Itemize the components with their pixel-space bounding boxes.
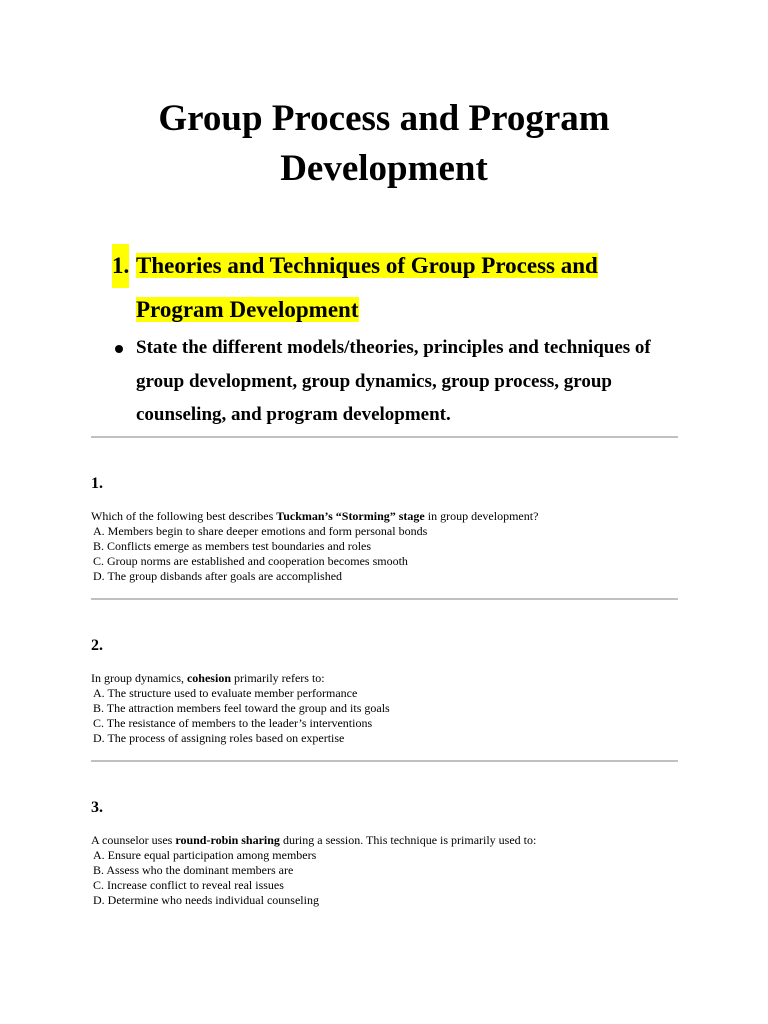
question-3-key-term: round-robin sharing <box>175 833 280 847</box>
question-2-number: 2. <box>91 637 103 654</box>
section-heading-line-1: Theories and Techniques of Group Process and <box>136 253 598 278</box>
section-number: 1. <box>112 244 129 288</box>
question-3-stem: A counselor uses round-robin sharing during a session. This technique is primarily used to: <box>91 833 537 847</box>
question-2-option-d: D. The process of assigning roles based on expertise <box>93 731 345 745</box>
question-1 <box>91 509 678 584</box>
question-3-number: 3. <box>91 799 103 816</box>
question-3-option-b: B. Assess who the dominant members are <box>93 863 294 877</box>
question-2-option-a: A. The structure used to evaluate member performance <box>93 686 358 700</box>
question-2-option-b: B. The attraction members feel toward the group and its goals <box>93 701 390 715</box>
question-3 <box>91 833 678 908</box>
question-1-stem: Which of the following best describes Tuckman’s “Storming” stage in group development? <box>91 509 539 523</box>
question-1-option-b: B. Conflicts emerge as members test boundaries and roles <box>93 539 372 553</box>
question-3-option-c: C. Increase conflict to reveal real issues <box>93 878 284 892</box>
question-2 <box>91 671 678 746</box>
bullet-text: State the different models/theories, principles and techniques of group development, group dynamics, group process, group counseling, and program development. <box>136 337 651 425</box>
question-2-option-c: C. The resistance of members to the leader’s interventions <box>93 716 373 730</box>
divider <box>91 760 678 762</box>
question-1-option-d: D. The group disbands after goals are accomplished <box>93 569 343 583</box>
section-heading-line-2: Program Development <box>136 297 359 322</box>
question-1-number: 1. <box>91 475 103 492</box>
question-2-stem: In group dynamics, cohesion primarily refers to: <box>91 671 325 685</box>
question-3-option-a: A. Ensure equal participation among members <box>93 848 317 862</box>
page-title <box>0 94 768 194</box>
title-line-2: Development <box>280 148 488 189</box>
divider <box>91 436 678 438</box>
bullet-dot-icon <box>115 345 123 353</box>
question-1-option-a: A. Members begin to share deeper emotions and form personal bonds <box>93 524 428 538</box>
divider <box>91 598 678 600</box>
question-1-option-c: C. Group norms are established and cooperation becomes smooth <box>93 554 408 568</box>
question-3-option-d: D. Determine who needs individual counseling <box>93 893 319 907</box>
question-1-key-term: Tuckman’s “Storming” stage <box>276 509 425 523</box>
question-2-key-term: cohesion <box>186 671 231 685</box>
title-line-1: Group Process and Program <box>158 98 610 139</box>
